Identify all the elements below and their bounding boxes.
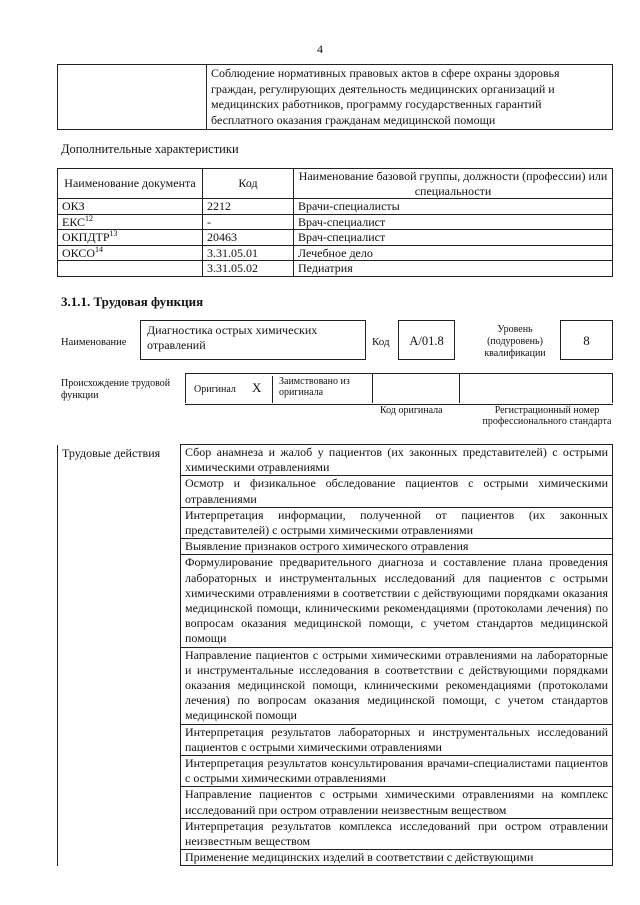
labor-action-item: Интерпретация результатов консультирования врачами-специалистами пациентов с острыми химическими отравлениями	[181, 756, 613, 787]
cell-name: Лечебное дело	[294, 245, 613, 261]
function-name-value: Диагностика острых химических отравлений	[147, 323, 318, 352]
cell-document	[58, 199, 203, 215]
characteristics-header-row	[58, 169, 613, 199]
cell-document	[58, 230, 203, 246]
origin-row-right-border	[612, 373, 613, 403]
characteristics-table	[57, 168, 613, 277]
level-box	[560, 320, 613, 360]
header-code: Код	[203, 169, 294, 199]
cell-document	[58, 214, 203, 230]
cell-name: Педиатрия	[294, 261, 613, 277]
document-name: ОКПДТР	[62, 230, 110, 244]
labor-action-item: Интерпретация информации, полученной от пациентов (их законных представителей) с острыми химическими отравлениями	[181, 507, 613, 538]
labor-action-item: Применение медицинских изделий в соответствии с действующими	[181, 850, 613, 866]
cell-code: 3.31.05.01	[203, 245, 294, 261]
document-name: ОКСО	[62, 245, 96, 260]
original-label: Оригинал	[194, 384, 236, 395]
characteristics-row	[58, 261, 613, 277]
top-box-text: Соблюдение нормативных правовых актов в сфере охраны здоровья граждан, регулирующих деятельность медицинских организаций и медицинских работников, программу государственных гарантий бесплатного оказания гражданам медицинской помощи	[207, 65, 613, 130]
cell-name: Врачи-специалисты	[294, 199, 613, 215]
document-name: ОКЗ	[62, 199, 85, 213]
characteristics-row	[58, 199, 613, 215]
labor-action-item: Направление пациентов с острыми химическими отравлениями на комплекс исследований при остром отравлении неизвестным веществом	[181, 787, 613, 818]
footnote-mark: 14	[95, 244, 104, 254]
labor-actions-table	[57, 444, 613, 866]
footnote-mark: 12	[85, 213, 94, 223]
function-name-box	[140, 320, 366, 360]
function-code-value: A/01.8	[409, 334, 444, 348]
origin-label: Происхождение трудовой функции	[61, 378, 171, 401]
code-original-cell	[372, 373, 460, 403]
footnote-mark: 13	[109, 229, 118, 238]
level-value: 8	[583, 333, 590, 348]
original-mark: X	[252, 380, 262, 395]
labor-action-item: Направление пациентов с острыми химическими отравлениями на лабораторные и инструментальные исследования в соответствии с действующими порядками оказания медицинской помощи, клиническими рекомендациями (протоколами лечения) по вопросам оказания медицинской помощи, с учетом стандартов медицинской помощи	[181, 647, 613, 724]
labor-actions-title: Трудовые действия	[58, 445, 181, 866]
function-code-box	[398, 320, 455, 360]
code-label: Код	[372, 336, 390, 348]
top-box-table	[57, 64, 613, 130]
additional-characteristics-title: Дополнительные характеристики	[61, 142, 239, 156]
page-number: 4	[317, 42, 323, 56]
labor-action-row	[58, 445, 613, 476]
cell-code: 20463	[203, 230, 294, 246]
labor-action-item: Осмотр и физикальное обследование пациентов с острыми химическими отравлениями	[181, 476, 613, 507]
document-name: ЕКС	[62, 214, 86, 229]
labor-action-item: Выявление признаков острого химического отравления	[181, 539, 613, 555]
name-label: Наименование	[61, 337, 127, 348]
characteristics-row	[58, 245, 613, 261]
labor-action-item: Сбор анамнеза и жалоб у пациентов (их законных представителей) с острыми химическими отравлениями	[181, 445, 613, 476]
cell-document	[58, 261, 203, 277]
labor-action-item: Формулирование предварительного диагноза и составление плана проведения лабораторных и инструментальных исследований для пациентов с острыми химическими отравлениями в соответствии с действующими порядками оказания медицинской помощи, клиническими рекомендациями (протоколами лечения) по вопросам оказания медицинской помощи, с учетом стандартов медицинской помощи	[181, 555, 613, 647]
header-name: Наименование базовой группы, должности (профессии) или специальности	[294, 169, 613, 199]
borrowed-label: Заимствовано из оригинала	[272, 376, 368, 403]
code-original-label: Код оригинала	[380, 405, 443, 416]
top-box-empty-cell	[58, 65, 207, 130]
reg-number-label: Регистрационный номер профессионального стандарта	[482, 405, 612, 427]
cell-code: 3.31.05.02	[203, 261, 294, 277]
characteristics-row	[58, 214, 613, 230]
labor-action-item: Интерпретация результатов комплекса исследований при остром отравлении неизвестным веществом	[181, 818, 613, 849]
cell-code: 2212	[203, 199, 294, 215]
level-label: Уровень (подуровень) квалификации	[484, 324, 546, 359]
cell-code: -	[203, 214, 294, 230]
cell-name: Врач-специалист	[294, 230, 613, 246]
cell-name: Врач-специалист	[294, 214, 613, 230]
labor-action-item: Интерпретация результатов лабораторных и инструментальных исследований пациентов с острыми химическими отравлениями	[181, 724, 613, 755]
original-cell	[185, 373, 272, 403]
characteristics-row	[58, 230, 613, 246]
cell-document	[58, 245, 203, 261]
section-heading: 3.1.1. Трудовая функция	[61, 294, 204, 309]
header-document: Наименование документа	[58, 169, 203, 199]
